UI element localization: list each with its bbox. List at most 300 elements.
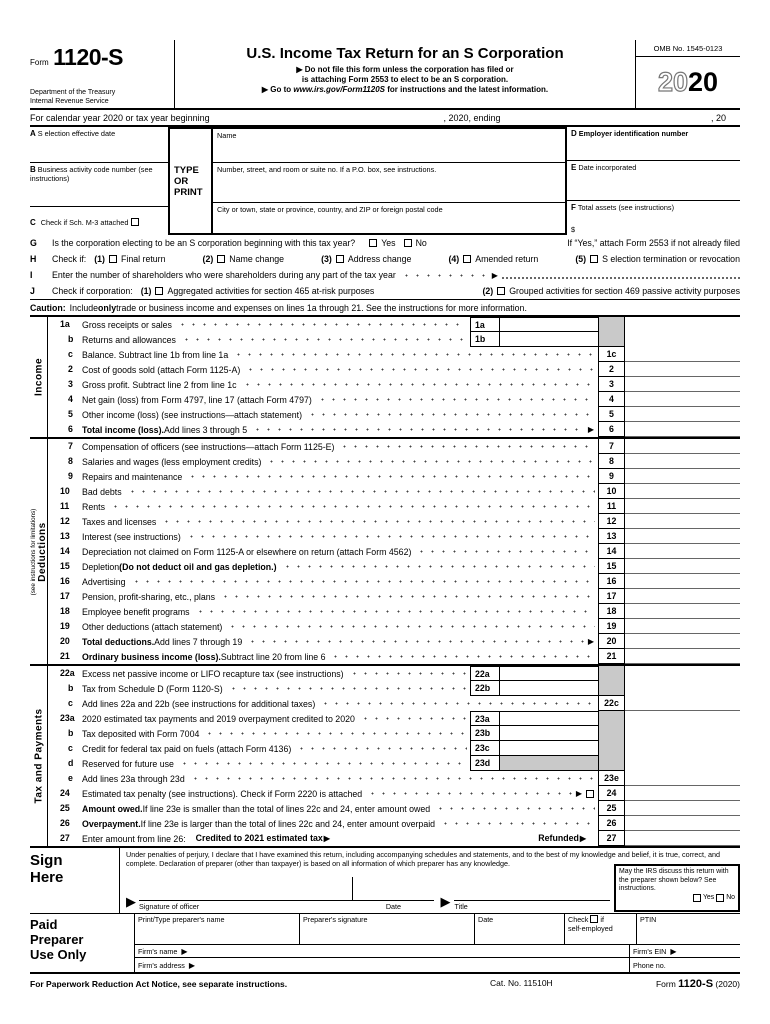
form-line-row bbox=[48, 407, 740, 422]
amount-cell[interactable] bbox=[625, 831, 740, 846]
preparer-date-field[interactable] bbox=[475, 914, 565, 944]
form-line-row bbox=[48, 741, 740, 756]
line-number: 27 bbox=[60, 833, 70, 843]
item-label: Amended return bbox=[475, 254, 539, 264]
credited-text: Credited to 2021 estimated tax ▶ bbox=[196, 831, 334, 846]
sch-m3-label: Check if Sch. M-3 attached bbox=[40, 217, 129, 227]
amount-cell[interactable] bbox=[625, 816, 740, 831]
caution-line bbox=[30, 299, 740, 315]
self-employed-checkbox[interactable] bbox=[590, 915, 598, 923]
preparer-signature-label: Preparer's signature bbox=[303, 915, 368, 924]
signature-date-field[interactable] bbox=[352, 877, 435, 900]
form-line-row bbox=[48, 317, 740, 332]
item-number: (1) bbox=[140, 286, 152, 296]
sub-entry-field[interactable] bbox=[500, 666, 598, 681]
title-field[interactable] bbox=[454, 877, 610, 900]
check-item bbox=[448, 254, 538, 264]
form-line-row bbox=[48, 681, 740, 696]
sub-entry-field[interactable] bbox=[500, 681, 598, 696]
self-employed-label: self-employed bbox=[568, 924, 613, 933]
discuss-no-checkbox[interactable] bbox=[716, 894, 724, 902]
check-item bbox=[482, 286, 740, 296]
line-box-number: 12 bbox=[598, 514, 625, 529]
blank-area bbox=[625, 711, 740, 726]
sub-line-box: 1a bbox=[470, 317, 500, 332]
letter-j: J bbox=[30, 286, 35, 296]
dot-leader bbox=[264, 454, 595, 469]
label-text: Excess net passive income or LIFO recapture tax (see instructions) bbox=[82, 668, 344, 679]
form-line-row bbox=[48, 786, 740, 801]
name-address-column bbox=[213, 129, 565, 233]
form-id-block bbox=[30, 40, 175, 108]
sub-entry-field bbox=[500, 756, 598, 771]
line-label bbox=[82, 726, 470, 741]
h-checkbox-3[interactable] bbox=[336, 255, 344, 263]
sub-entry-field[interactable] bbox=[500, 741, 598, 756]
line-box-number: 25 bbox=[598, 801, 625, 816]
right-pointer-icon bbox=[324, 833, 330, 843]
form-line-row bbox=[48, 514, 740, 529]
questions-block bbox=[30, 235, 740, 315]
right-pointer-icon bbox=[492, 270, 498, 280]
item-number: (5) bbox=[575, 254, 587, 264]
gray-cell bbox=[598, 726, 625, 741]
sub-line-box: 22b bbox=[470, 681, 500, 696]
form-line-row bbox=[48, 332, 740, 347]
form-line-row bbox=[48, 649, 740, 664]
j-checkbox-1[interactable] bbox=[155, 287, 163, 295]
catalog-number: Cat. No. 11510H bbox=[490, 978, 553, 988]
label-bold-text: Ordinary business income (loss). bbox=[82, 651, 221, 662]
line-label bbox=[82, 317, 470, 332]
label-text: Add lines 7 through 19 bbox=[154, 636, 243, 647]
name-field[interactable] bbox=[213, 129, 565, 163]
dot-leader bbox=[179, 332, 467, 347]
item-number: (3) bbox=[321, 254, 332, 264]
right-pointer-icon bbox=[181, 947, 187, 956]
h-pre-text: Check if: bbox=[52, 254, 87, 264]
line-box-number: 11 bbox=[598, 499, 625, 514]
line-label bbox=[82, 332, 470, 347]
line-box-number: 22c bbox=[598, 696, 625, 711]
item-label: Grouped activities for section 469 passive activity purposes bbox=[509, 286, 740, 296]
line-label bbox=[82, 634, 598, 649]
line-box-number: 5 bbox=[598, 407, 625, 422]
label-text: Net gain (loss) from Form 4797, line 17 (attach Form 4797) bbox=[82, 394, 312, 405]
label-text: Repairs and maintenance bbox=[82, 471, 183, 482]
line-number: 1a bbox=[60, 319, 70, 329]
amount-cell[interactable] bbox=[625, 696, 740, 711]
calendar-text1: For calendar year 2020 or tax year beginning bbox=[30, 112, 210, 123]
amount-cell[interactable] bbox=[625, 619, 740, 634]
preparer-name-field[interactable] bbox=[135, 914, 300, 944]
label-text: Add lines 3 through 5 bbox=[163, 424, 248, 435]
line-number: 11 bbox=[60, 501, 70, 511]
sch-m3-checkbox[interactable] bbox=[131, 218, 139, 226]
form-line-row bbox=[48, 726, 740, 741]
dot-leader bbox=[328, 649, 595, 664]
dot-leader bbox=[305, 407, 595, 422]
form-line-row bbox=[48, 392, 740, 407]
line-label bbox=[82, 484, 598, 499]
total-assets-cell[interactable] bbox=[567, 201, 740, 235]
line-number: 17 bbox=[60, 591, 70, 601]
line-number: b bbox=[68, 683, 74, 693]
firm-address-field[interactable] bbox=[135, 958, 630, 972]
amount-cell[interactable] bbox=[625, 801, 740, 816]
question-g bbox=[30, 235, 740, 251]
line-number: 9 bbox=[68, 471, 73, 481]
label-text: Reserved for future use bbox=[82, 758, 174, 769]
item-label: Address change bbox=[347, 254, 412, 264]
city-label: City or town, state or province, country, and ZIP or foreign postal code bbox=[217, 205, 443, 214]
tax-year-beginning-field[interactable] bbox=[210, 112, 444, 124]
amount-cell[interactable] bbox=[625, 499, 740, 514]
letter-g: G bbox=[30, 238, 37, 248]
item-label: Final return bbox=[121, 254, 166, 264]
amount-cell[interactable] bbox=[625, 529, 740, 544]
line-number: c bbox=[68, 698, 73, 708]
j-pre-text: Check if corporation: bbox=[52, 286, 133, 296]
label-text: Advertising bbox=[82, 576, 126, 587]
label-text: Other income (loss) (see instructions—attach statement) bbox=[82, 409, 303, 420]
sub-entry-field[interactable] bbox=[500, 711, 598, 726]
form-line-row bbox=[48, 439, 740, 454]
paid-preparer-label: Paid Preparer Use Only bbox=[30, 914, 135, 972]
discuss-yes-checkbox[interactable] bbox=[693, 894, 701, 902]
title-label: Title bbox=[454, 902, 468, 911]
amount-cell[interactable] bbox=[625, 392, 740, 407]
line-box-number: 9 bbox=[598, 469, 625, 484]
firm-name-field[interactable] bbox=[135, 945, 630, 958]
preparer-signature-field[interactable] bbox=[300, 914, 475, 944]
year-bold: 20 bbox=[688, 67, 719, 97]
check-item bbox=[203, 254, 285, 264]
type-word: TYPE bbox=[174, 164, 199, 176]
sub-line-box: 23d bbox=[470, 756, 500, 771]
section-side-label bbox=[30, 317, 48, 437]
sub-line-box: 23b bbox=[470, 726, 500, 741]
sub-entry-field[interactable] bbox=[500, 726, 598, 741]
label-text: Estimated tax penalty (see instructions). Check if Form 2220 is attached bbox=[82, 788, 363, 799]
amount-cell[interactable] bbox=[625, 514, 740, 529]
dot-leader bbox=[337, 439, 595, 454]
g-no-checkbox[interactable] bbox=[404, 239, 412, 247]
form-header bbox=[30, 40, 740, 110]
form-line-row bbox=[48, 422, 740, 437]
date-incorporated-cell[interactable] bbox=[567, 161, 740, 201]
officer-signature-field[interactable] bbox=[139, 877, 352, 900]
question-j bbox=[30, 283, 740, 299]
city-field[interactable] bbox=[213, 203, 565, 233]
label-text: If line 23e is larger than the total of lines 22c and 24, enter amount overpaid bbox=[140, 818, 436, 829]
form-line-row bbox=[48, 711, 740, 726]
label-text: Pension, profit-sharing, etc., plans bbox=[82, 591, 216, 602]
label-text: Bad debts bbox=[82, 486, 122, 497]
discuss-yes-label: Yes bbox=[702, 893, 715, 901]
line-number: d bbox=[68, 758, 74, 768]
item-letter-e: E bbox=[571, 163, 577, 172]
amount-cell[interactable] bbox=[625, 484, 740, 499]
letter-i: I bbox=[30, 270, 33, 280]
line-number: b bbox=[68, 728, 74, 738]
calendar-year-line bbox=[30, 110, 740, 127]
line-box-number: 18 bbox=[598, 604, 625, 619]
tax-year-ending-field[interactable] bbox=[501, 112, 711, 124]
amount-cell[interactable] bbox=[625, 422, 740, 437]
firm-name-label: Firm's name bbox=[138, 946, 178, 956]
right-pointer-icon bbox=[588, 634, 594, 649]
dollar-sign: $ bbox=[571, 225, 576, 234]
shareholder-count-field[interactable] bbox=[502, 271, 740, 280]
right-pointer-icon bbox=[126, 893, 136, 911]
omb-number: OMB No. 1545-0123 bbox=[636, 40, 740, 57]
form-2220-checkbox[interactable] bbox=[586, 790, 594, 798]
sch-m3-cell bbox=[30, 207, 168, 235]
dept-line1: Department of the Treasury bbox=[30, 89, 116, 96]
label-text: Rents bbox=[82, 501, 105, 512]
department-lines bbox=[30, 89, 170, 106]
line-box-number: 14 bbox=[598, 544, 625, 559]
label-text: Subtract line 20 from line 6 bbox=[220, 651, 326, 662]
amount-cell[interactable] bbox=[625, 407, 740, 422]
line-label bbox=[82, 786, 598, 801]
item-letter-f: F bbox=[571, 203, 576, 212]
item-number: (2) bbox=[202, 254, 214, 264]
form-line-row bbox=[48, 347, 740, 362]
line-label bbox=[82, 771, 598, 786]
amount-cell[interactable] bbox=[625, 604, 740, 619]
dot-leader bbox=[245, 634, 584, 649]
line-number: 14 bbox=[60, 546, 70, 556]
line-label bbox=[82, 681, 470, 696]
label-text: Other deductions (attach statement) bbox=[82, 621, 223, 632]
gray-cell bbox=[598, 741, 625, 756]
line-label bbox=[82, 544, 598, 559]
line-box-number: 24 bbox=[598, 786, 625, 801]
sign-main-area bbox=[120, 848, 740, 913]
name-address-box bbox=[168, 127, 567, 235]
amount-cell[interactable] bbox=[625, 574, 740, 589]
line-label bbox=[82, 816, 598, 831]
item-number: (1) bbox=[94, 254, 105, 264]
dot-leader bbox=[129, 574, 595, 589]
ein-cell[interactable] bbox=[567, 127, 740, 161]
question-i bbox=[30, 267, 740, 283]
line-label bbox=[82, 529, 598, 544]
self-employed-cell bbox=[565, 914, 637, 944]
blank-area bbox=[625, 666, 740, 681]
line-number: 3 bbox=[68, 379, 73, 389]
g-yes-label: Yes bbox=[381, 238, 396, 248]
amount-cell[interactable] bbox=[625, 377, 740, 392]
form-instructions bbox=[175, 65, 635, 95]
def-column bbox=[567, 127, 740, 235]
amount-cell[interactable] bbox=[625, 634, 740, 649]
gray-cell bbox=[598, 317, 625, 332]
label-text: Returns and allowances bbox=[82, 334, 176, 345]
form-line-row bbox=[48, 589, 740, 604]
dot-leader bbox=[358, 711, 467, 726]
entity-info-block bbox=[30, 127, 740, 235]
footer-form-id bbox=[656, 978, 740, 990]
line-number: 15 bbox=[60, 561, 70, 571]
amount-cell[interactable] bbox=[625, 559, 740, 574]
amount-cell[interactable] bbox=[625, 589, 740, 604]
item-number: (4) bbox=[448, 254, 460, 264]
dot-leader bbox=[159, 514, 595, 529]
line-label bbox=[82, 619, 598, 634]
item-number: (2) bbox=[482, 286, 494, 296]
question-h bbox=[30, 251, 740, 267]
line-box-number: 13 bbox=[598, 529, 625, 544]
line-box-number: 15 bbox=[598, 559, 625, 574]
sign-here-block bbox=[30, 848, 740, 914]
form-line-row bbox=[48, 362, 740, 377]
line-box-number: 6 bbox=[598, 422, 625, 437]
line-box-number: 23e bbox=[598, 771, 625, 786]
label-text: 2020 estimated tax payments and 2019 overpayment credited to 2020 bbox=[82, 713, 355, 724]
amount-cell[interactable] bbox=[625, 347, 740, 362]
total-assets-label: Total assets (see instructions) bbox=[577, 203, 675, 212]
sub-entry-field[interactable] bbox=[500, 332, 598, 347]
amount-cell[interactable] bbox=[625, 469, 740, 484]
year-outline: 20 bbox=[657, 67, 688, 97]
street-field[interactable] bbox=[213, 163, 565, 203]
label-text: Tax from Schedule D (Form 1120-S) bbox=[82, 683, 223, 694]
side-label-text: Income bbox=[33, 357, 44, 397]
item-label: Aggregated activities for section 465 at-risk purposes bbox=[167, 286, 375, 296]
g-text: Is the corporation electing to be an S corporation beginning with this tax year? bbox=[52, 238, 356, 248]
if-word: if bbox=[600, 915, 604, 924]
dot-leader bbox=[185, 469, 595, 484]
h-checkbox-2[interactable] bbox=[217, 255, 225, 263]
line-box-number: 10 bbox=[598, 484, 625, 499]
dot-leader bbox=[177, 756, 467, 771]
g-yes-checkbox[interactable] bbox=[369, 239, 377, 247]
line-number: 6 bbox=[68, 424, 73, 434]
preparer-name-label: Print/Type preparer's name bbox=[138, 915, 225, 924]
line-number: 19 bbox=[60, 621, 70, 631]
line-number: 7 bbox=[68, 441, 73, 451]
line-label bbox=[82, 666, 470, 681]
label-text: Depletion bbox=[82, 561, 120, 572]
label-text: Balance. Subtract line 1b from line 1a bbox=[82, 349, 229, 360]
amount-cell[interactable] bbox=[625, 771, 740, 786]
dot-leader bbox=[218, 589, 595, 604]
right-pointer-icon bbox=[576, 786, 582, 801]
line-box-number: 16 bbox=[598, 574, 625, 589]
dot-leader bbox=[250, 422, 584, 437]
amount-cell[interactable] bbox=[625, 439, 740, 454]
ptin-field[interactable] bbox=[637, 914, 740, 944]
amount-cell[interactable] bbox=[625, 544, 740, 559]
blank-area bbox=[625, 332, 740, 347]
amount-cell[interactable] bbox=[625, 786, 740, 801]
right-pointer-icon bbox=[440, 893, 450, 911]
form-line-row bbox=[48, 377, 740, 392]
line-number: b bbox=[68, 334, 74, 344]
amount-cell[interactable] bbox=[625, 454, 740, 469]
table-section bbox=[30, 666, 740, 848]
section-side-label bbox=[30, 439, 48, 664]
label-bold-text: Overpayment. bbox=[82, 818, 141, 829]
gray-cell bbox=[598, 332, 625, 347]
signature-of-officer-label: Signature of officer bbox=[139, 902, 200, 911]
form-line-row bbox=[48, 634, 740, 649]
form-line-row bbox=[48, 771, 740, 786]
j-checkbox-2[interactable] bbox=[497, 287, 505, 295]
line-label bbox=[82, 377, 598, 392]
firm-ein-field[interactable] bbox=[630, 947, 740, 956]
label-text: Compensation of officers (see instructions—attach Form 1125-E) bbox=[82, 441, 335, 452]
discuss-no-label: No bbox=[726, 893, 735, 901]
form-line-row bbox=[48, 529, 740, 544]
dot-leader bbox=[225, 619, 595, 634]
dot-leader bbox=[193, 604, 595, 619]
amount-cell[interactable] bbox=[625, 362, 740, 377]
sub-line-box: 22a bbox=[470, 666, 500, 681]
form-footer bbox=[30, 978, 740, 990]
line-number: 2 bbox=[68, 364, 73, 374]
irs-url[interactable]: www.irs.gov/Form1120S bbox=[293, 85, 385, 94]
line-number: 16 bbox=[60, 576, 70, 586]
check-item bbox=[94, 254, 165, 264]
dot-leader bbox=[280, 559, 595, 574]
dot-leader bbox=[202, 726, 467, 741]
firm-ein-label: Firm's EIN bbox=[633, 946, 667, 956]
line-box-number: 1c bbox=[598, 347, 625, 362]
h-checkbox-1[interactable] bbox=[109, 255, 117, 263]
label-text: Gross profit. Subtract line 2 from line 1c bbox=[82, 379, 237, 390]
omb-year-block bbox=[635, 40, 740, 108]
line-label bbox=[82, 756, 470, 771]
label-text: Depreciation not claimed on Form 1125-A or elsewhere on return (attach Form 4562) bbox=[82, 546, 412, 557]
label-text: If line 23e is smaller than the total of lines 22c and 24, enter amount owed bbox=[142, 803, 431, 814]
phone-field[interactable] bbox=[630, 961, 740, 970]
sub-entry-field[interactable] bbox=[500, 317, 598, 332]
h-checkbox-5[interactable] bbox=[590, 255, 598, 263]
line-label bbox=[82, 649, 598, 664]
perjury-statement: Under penalties of perjury, I declare that I have examined this return, including accompanying schedules and statements, and to the best of my knowledge and belief, it is true, correct, and complete. Declaration of preparer (other than taxpayer) is based on all information of which preparer has any knowledge. bbox=[126, 850, 720, 868]
h-checkbox-4[interactable] bbox=[463, 255, 471, 263]
form-line-row bbox=[48, 574, 740, 589]
line-box-number: 4 bbox=[598, 392, 625, 407]
line-label bbox=[82, 711, 470, 726]
form-line-row bbox=[48, 544, 740, 559]
line-box-number: 20 bbox=[598, 634, 625, 649]
preparer-date-label: Date bbox=[478, 915, 494, 924]
i-text: Enter the number of shareholders who were shareholders during any part of the tax year bbox=[52, 270, 396, 280]
amount-cell[interactable] bbox=[625, 649, 740, 664]
gray-cell bbox=[598, 666, 625, 681]
street-label: Number, street, and room or suite no. If a P.O. box, see instructions. bbox=[217, 165, 437, 174]
dot-leader bbox=[184, 529, 595, 544]
s-election-date-cell[interactable] bbox=[30, 127, 168, 163]
line-box-number: 2 bbox=[598, 362, 625, 377]
line-label bbox=[82, 362, 598, 377]
dot-leader bbox=[365, 786, 572, 801]
business-activity-code-cell[interactable] bbox=[30, 163, 168, 207]
type-or-print-cell bbox=[170, 129, 213, 233]
paid-preparer-block bbox=[30, 914, 740, 974]
line-number: c bbox=[68, 743, 73, 753]
main-table bbox=[30, 315, 740, 848]
gray-cell bbox=[598, 681, 625, 696]
blank-area bbox=[625, 726, 740, 741]
line-label bbox=[82, 392, 598, 407]
dot-leader bbox=[294, 741, 467, 756]
